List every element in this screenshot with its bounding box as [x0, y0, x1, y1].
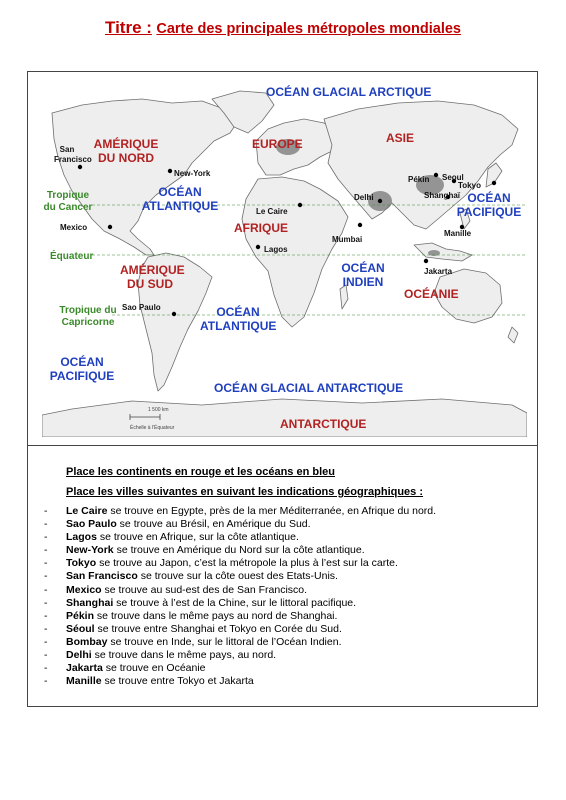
world-map: [42, 79, 527, 437]
list-item: - Tokyo se trouve au Japon, c’est la métropole la plus à l’est sur la carte.: [44, 557, 436, 570]
ocean-glacial-arctique-label: OCÉAN GLACIAL ARCTIQUE: [266, 85, 432, 99]
city-dot-jakarta: [424, 259, 428, 263]
list-item: - New-York se trouve en Amérique du Nord sur la côte atlantique.: [44, 544, 436, 557]
list-item: - San Francisco se trouve sur la côte ouest des Etats-Unis.: [44, 570, 436, 583]
page-title: [0, 18, 566, 38]
list-item: - Lagos se trouve en Afrique, sur la côte atlantique.: [44, 531, 436, 544]
city-label-delhi: Delhi: [354, 193, 374, 202]
continent-asie-label: ASIE: [386, 131, 415, 145]
city-dot-tokyo: [492, 181, 496, 185]
list-item: - Bombay se trouve en Inde, sur le littoral de l’Océan Indien.: [44, 636, 436, 649]
ocean-atlantique-nord-label: OCÉAN ATLANTIQUE: [141, 185, 219, 213]
continent-amerique-nord-label: AMÉRIQUE DU NORD: [93, 137, 159, 165]
list-item: - Séoul se trouve entre Shanghai et Tokyo en Corée du Sud.: [44, 623, 436, 636]
ocean-glacial-antarctique-label: OCÉAN GLACIAL ANTARCTIQUE: [214, 381, 404, 395]
list-item: - Shanghai se trouve à l’est de la Chine, sur le littoral pacifique.: [44, 597, 436, 610]
list-item: - Mexico se trouve au sud-est des de San Francisco.: [44, 584, 436, 597]
continent-antarctique-label: ANTARCTIQUE: [280, 417, 367, 431]
tropique-cancer-label: Tropique du Cancer: [43, 190, 93, 213]
continent-afrique-label: AFRIQUE: [234, 221, 288, 235]
city-label-san-francisco: San Francisco: [54, 145, 92, 164]
city-label-tokyo: Tokyo: [458, 181, 481, 190]
indonesia-shape: [414, 243, 472, 261]
city-label-mumbai: Mumbai: [332, 235, 363, 244]
city-label-le-caire: Le Caire: [256, 207, 288, 216]
new-zealand-shape: [508, 327, 518, 343]
city-dot-le-caire: [298, 203, 302, 207]
ocean-atlantique-sud-label: OCÉAN ATLANTIQUE: [200, 305, 277, 333]
city-label-shanghai: Shanghaï: [424, 191, 461, 200]
list-item: - Le Caire se trouve en Egypte, près de la mer Méditerranée, en Afrique du nord.: [44, 505, 436, 518]
city-label-lagos: Lagos: [264, 245, 288, 254]
list-item: - Jakarta se trouve en Océanie: [44, 662, 436, 675]
continent-oceanie-label: OCÉANIE: [404, 287, 459, 301]
tropique-capricorne-label: Tropique du Capricorne: [59, 305, 117, 328]
equateur-label: Équateur: [50, 251, 94, 262]
continent-europe-label: EUROPE: [252, 137, 303, 151]
city-dot-sao-paulo: [172, 312, 176, 316]
city-dot-lagos: [256, 245, 260, 249]
city-dot-mumbai: [358, 223, 362, 227]
instruction-cities: Place les villes suivantes en suivant les indications géographiques :: [66, 486, 424, 498]
list-item: - Delhi se trouve dans le même pays, au nord.: [44, 649, 436, 662]
city-label-pekin: Pékin: [408, 175, 430, 184]
city-label-manille: Manille: [444, 229, 472, 238]
city-instruction-list: [44, 505, 436, 688]
continent-amerique-sud-label: AMÉRIQUE DU SUD: [120, 263, 185, 291]
scale-note: Échelle à l'Équateur: [130, 425, 175, 431]
title-lead: Titre :: [105, 18, 152, 37]
city-dot-mexico: [108, 225, 112, 229]
title-text: Carte des principales métropoles mondiales: [156, 21, 461, 37]
city-label-jakarta: Jakarta: [424, 267, 453, 276]
ocean-pacifique-ouest-label: OCÉAN PACIFIQUE: [456, 191, 522, 219]
city-label-seoul: Seoul: [442, 173, 464, 182]
city-dot-san-francisco: [78, 165, 82, 169]
ocean-indien-label: OCÉAN INDIEN: [341, 261, 385, 289]
city-dot-pekin: [434, 173, 438, 177]
city-label-new-york: New-York: [174, 169, 211, 178]
frame-divider: [27, 445, 538, 446]
list-item: - Pékin se trouve dans le même pays au nord de Shanghai.: [44, 610, 436, 623]
list-item: - Sao Paulo se trouve au Brésil, en Amérique du Sud.: [44, 518, 436, 531]
city-dot-delhi: [378, 199, 382, 203]
list-item: - Manille se trouve entre Tokyo et Jakarta: [44, 675, 436, 688]
scale-value: 1 500 km: [148, 407, 169, 413]
instruction-continents-oceans: Place les continents en rouge et les océans en bleu: [66, 466, 335, 478]
ocean-pacifique-est-label: OCÉAN PACIFIQUE: [49, 355, 115, 383]
city-dot-new-york: [168, 169, 172, 173]
city-label-sao-paulo: Sao Paulo: [122, 303, 161, 312]
city-label-mexico: Mexico: [60, 223, 88, 232]
